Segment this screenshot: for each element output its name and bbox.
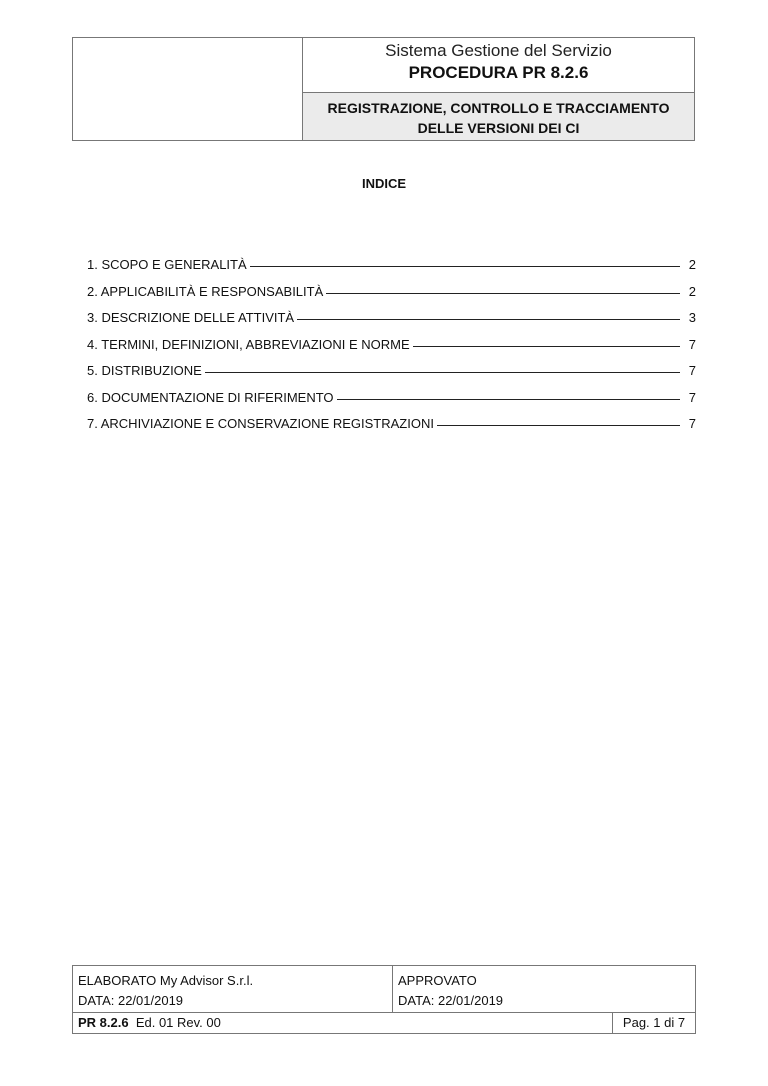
doc-code: PR 8.2.6	[78, 1015, 129, 1030]
toc-entry-label[interactable]: 4. TERMINI, DEFINIZIONI, ABBREVIAZIONI E NORME	[87, 336, 410, 352]
toc-entry-page[interactable]: 2	[688, 257, 696, 272]
toc-entry-label[interactable]: 6. DOCUMENTAZIONE DI RIFERIMENTO	[87, 389, 334, 405]
toc-entry-page[interactable]: 7	[688, 389, 696, 405]
document-footer	[72, 965, 696, 1034]
toc-leader	[250, 266, 680, 267]
header-logo-cell	[73, 38, 303, 140]
toc-entry-label[interactable]: 1. SCOPO E GENERALITÀ	[87, 257, 247, 272]
toc-entry-label[interactable]: 3. DESCRIZIONE DELLE ATTIVITÀ	[87, 310, 295, 325]
toc-leader	[437, 425, 680, 426]
system-name: Sistema Gestione del Servizio	[385, 41, 612, 60]
toc-entry-page[interactable]: 7	[688, 416, 696, 431]
index-title: INDICE	[361, 176, 407, 191]
toc-entry-2[interactable]	[87, 284, 696, 311]
footer-approval-row	[73, 966, 695, 1013]
toc-entry-1[interactable]	[87, 257, 696, 284]
toc-entry-label[interactable]: 7. ARCHIVIAZIONE E CONSERVAZIONE REGISTRAZIONI	[87, 416, 434, 431]
procedure-code: PROCEDURA PR 8.2.6	[408, 63, 589, 82]
toc-leader	[337, 399, 680, 400]
footer-code-cell	[73, 1013, 612, 1033]
procedure-title-line-2: DELLE VERSIONI DEI CI	[417, 120, 580, 136]
approved-label: APPROVATO	[398, 973, 477, 988]
toc-leader	[413, 346, 680, 347]
toc-entry-label[interactable]: 5. DISTRIBUZIONE	[87, 363, 202, 378]
footer-prepared-cell	[73, 966, 393, 1012]
procedure-title	[303, 93, 694, 140]
toc-entry-page[interactable]: 7	[688, 336, 696, 352]
toc-leader	[297, 319, 680, 320]
table-of-contents	[87, 257, 696, 443]
prepared-date: DATA: 22/01/2019	[78, 993, 184, 1008]
toc-leader	[326, 293, 680, 294]
toc-entry-7[interactable]	[87, 416, 696, 443]
toc-entry-5[interactable]	[87, 363, 696, 390]
header-title-cell	[303, 38, 694, 93]
footer-code-row	[73, 1013, 695, 1033]
procedure-title-line-1: REGISTRAZIONE, CONTROLLO E TRACCIAMENTO	[327, 100, 670, 116]
toc-entry-6[interactable]	[87, 390, 696, 417]
toc-entry-page[interactable]: 3	[688, 310, 696, 325]
approved-date: DATA: 22/01/2019	[398, 993, 504, 1008]
footer-approved-cell	[393, 966, 695, 1012]
header-info	[303, 38, 694, 140]
toc-entry-4[interactable]	[87, 337, 696, 364]
toc-entry-page[interactable]: 2	[688, 283, 696, 299]
toc-entry-3[interactable]	[87, 310, 696, 337]
page-number: Pag. 1 di 7	[612, 1013, 695, 1033]
prepared-by: ELABORATO My Advisor S.r.l.	[78, 973, 254, 988]
doc-edition: Ed. 01 Rev. 00	[135, 1015, 221, 1030]
toc-entry-page[interactable]: 7	[688, 363, 696, 378]
toc-leader	[205, 372, 680, 373]
document-header	[72, 37, 695, 141]
toc-entry-label[interactable]: 2. APPLICABILITÀ E RESPONSABILITÀ	[87, 283, 324, 299]
